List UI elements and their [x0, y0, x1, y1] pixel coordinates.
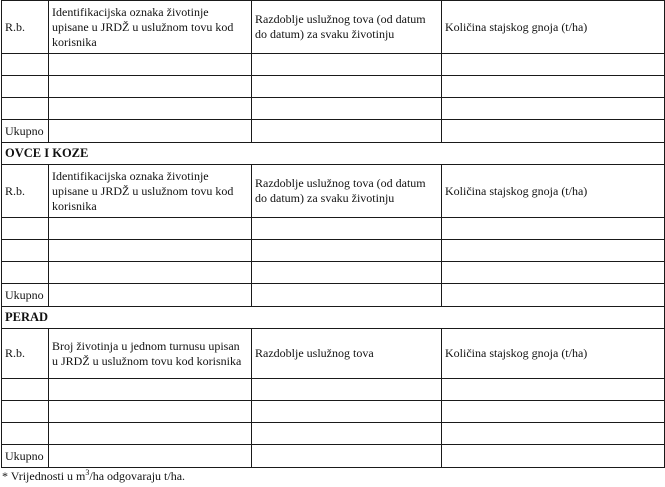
cell-manure[interactable]: [442, 240, 665, 262]
header-row: [2, 329, 665, 379]
section-title-row: [2, 307, 665, 329]
cell-period[interactable]: [252, 54, 442, 76]
header-manure: Količina stajskog gnoja (t/ha): [442, 165, 665, 218]
total-row: [2, 445, 665, 468]
table-row: [2, 54, 665, 76]
cell-manure[interactable]: [442, 54, 665, 76]
cell-id[interactable]: [49, 54, 252, 76]
cell-period[interactable]: [252, 445, 442, 468]
header-rb: R.b.: [2, 329, 49, 379]
cell-rb[interactable]: [2, 98, 49, 120]
cell-period[interactable]: [252, 262, 442, 284]
cell-period[interactable]: [252, 423, 442, 445]
header-id: Identifikacijska oznaka životinje upisane u JRDŽ u uslužnom tovu kod korisnika: [49, 1, 252, 54]
section-title: PERAD: [2, 307, 665, 329]
table-row: [2, 240, 665, 262]
manure-form-table: [1, 0, 665, 468]
cell-manure[interactable]: [442, 284, 665, 307]
cell-count[interactable]: [49, 401, 252, 423]
footnote-superscript: 3: [85, 468, 90, 477]
cell-rb[interactable]: [2, 262, 49, 284]
cell-id[interactable]: [49, 98, 252, 120]
header-count: Broj životinja u jednom turnusu upisan u JRDŽ u uslužnom tovu kod korisnika: [49, 329, 252, 379]
table-row: [2, 218, 665, 240]
cell-rb[interactable]: [2, 218, 49, 240]
table-row: [2, 98, 665, 120]
header-manure: Količina stajskog gnoja (t/ha): [442, 1, 665, 54]
cell-id[interactable]: [49, 284, 252, 307]
total-row: [2, 120, 665, 143]
section-title-row: [2, 143, 665, 165]
cell-rb[interactable]: [2, 240, 49, 262]
cell-manure[interactable]: [442, 379, 665, 401]
cell-period[interactable]: [252, 218, 442, 240]
cell-manure[interactable]: [442, 401, 665, 423]
table-row: [2, 379, 665, 401]
cell-rb[interactable]: [2, 379, 49, 401]
cell-period[interactable]: [252, 401, 442, 423]
header-manure: Količina stajskog gnoja (t/ha): [442, 329, 665, 379]
table-row: [2, 262, 665, 284]
cell-id[interactable]: [49, 262, 252, 284]
header-period: Razdoblje uslužnog tova (od datum do datum) za svaku životinju: [252, 1, 442, 54]
cell-period[interactable]: [252, 379, 442, 401]
cell-rb[interactable]: [2, 401, 49, 423]
cell-manure[interactable]: [442, 76, 665, 98]
footnote: [2, 469, 185, 484]
header-row: [2, 165, 665, 218]
cell-period[interactable]: [252, 98, 442, 120]
cell-period[interactable]: [252, 284, 442, 307]
total-row: [2, 284, 665, 307]
cell-count[interactable]: [49, 423, 252, 445]
cell-period[interactable]: [252, 120, 442, 143]
cell-count[interactable]: [49, 445, 252, 468]
cell-id[interactable]: [49, 120, 252, 143]
total-label: Ukupno: [2, 445, 49, 468]
table-row: [2, 423, 665, 445]
header-id: Identifikacijska oznaka životinje upisane u JRDŽ u uslužnom tovu kod korisnika: [49, 165, 252, 218]
footnote-suffix: /ha odgovaraju t/ha.: [89, 469, 186, 483]
cell-manure[interactable]: [442, 262, 665, 284]
cell-id[interactable]: [49, 76, 252, 98]
total-label: Ukupno: [2, 120, 49, 143]
table-row: [2, 76, 665, 98]
footnote-prefix: * Vrijednosti u m: [2, 469, 86, 483]
header-period: Razdoblje uslužnog tova (od datum do datum) za svaku životinju: [252, 165, 442, 218]
header-period: Razdoblje uslužnog tova: [252, 329, 442, 379]
cell-manure[interactable]: [442, 423, 665, 445]
header-row: [2, 1, 665, 54]
cell-period[interactable]: [252, 76, 442, 98]
cell-rb[interactable]: [2, 54, 49, 76]
cell-id[interactable]: [49, 218, 252, 240]
header-rb: R.b.: [2, 165, 49, 218]
cell-count[interactable]: [49, 379, 252, 401]
cell-manure[interactable]: [442, 120, 665, 143]
total-label: Ukupno: [2, 284, 49, 307]
cell-rb[interactable]: [2, 76, 49, 98]
cell-manure[interactable]: [442, 445, 665, 468]
cell-id[interactable]: [49, 240, 252, 262]
section-title: OVCE I KOZE: [2, 143, 665, 165]
cell-manure[interactable]: [442, 218, 665, 240]
table-row: [2, 401, 665, 423]
cell-rb[interactable]: [2, 423, 49, 445]
cell-manure[interactable]: [442, 98, 665, 120]
header-rb: R.b.: [2, 1, 49, 54]
cell-period[interactable]: [252, 240, 442, 262]
